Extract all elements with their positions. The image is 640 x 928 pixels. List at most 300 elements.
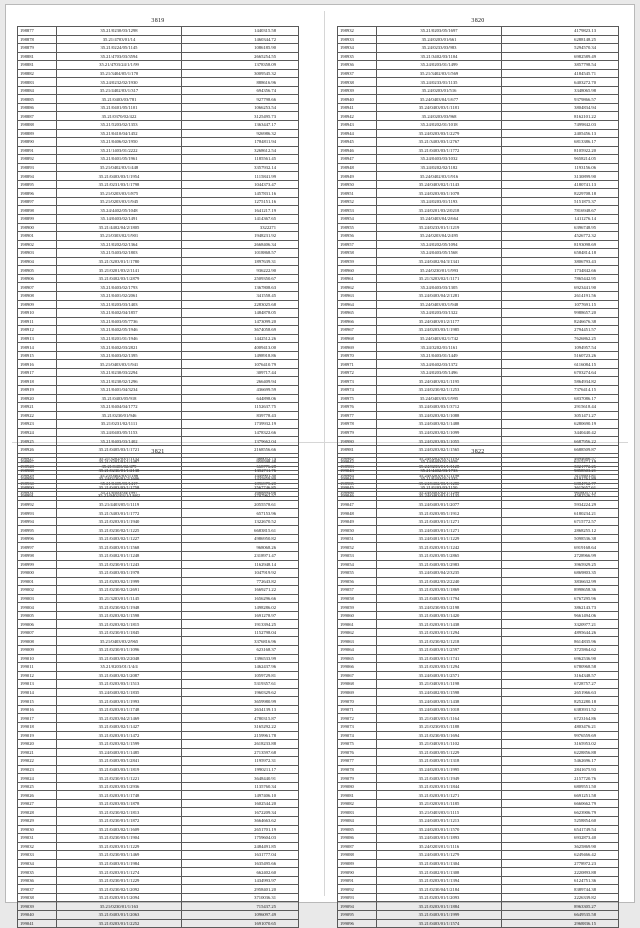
row-id-cell: 199035 (18, 868, 57, 877)
reference-code-cell: 35.21/0231/03/1/1798 (57, 180, 182, 189)
row-id-cell: 199029 (18, 816, 57, 825)
amount-cell: 2778972.23 (502, 859, 619, 868)
amount-cell: 6923441.90 (502, 283, 619, 292)
row-id-cell: 198889 (18, 129, 57, 138)
table-panel-3 (17, 448, 299, 928)
reference-code-cell: 35.21/0402/03/2/2240 (377, 577, 502, 586)
table-row (18, 816, 299, 825)
reference-code-cell: 35.21/0230/03/1298 (57, 27, 182, 36)
table-row (338, 232, 619, 241)
amount-cell: 1322670.52 (182, 517, 299, 526)
amount-cell: 6703274.64 (502, 368, 619, 377)
amount-cell: 3051471.27 (502, 411, 619, 420)
table-row (338, 385, 619, 394)
reference-code-cell: 35.21/0203/05/1/2865 (377, 552, 502, 561)
table-row (338, 628, 619, 637)
reference-code-cell: 35.21/0402/04/1857 (57, 309, 182, 318)
reference-code-cell: 35.24/0403/03/1/995 (377, 394, 502, 403)
row-id-cell: 198922 (18, 411, 57, 420)
table-row (18, 274, 299, 283)
amount-cell: 2405456.13 (502, 129, 619, 138)
reference-code-cell: 35.21/0403/03/1402 (57, 437, 182, 446)
amount-cell: 3125495.73 (182, 112, 299, 121)
amount-cell: 644898.06 (182, 394, 299, 403)
reference-code-cell: 35.21/0403/03/781 (57, 95, 182, 104)
reference-code-cell: 35.21/0402/03/1/448 (57, 163, 182, 172)
reference-code-cell: 35.24/0203/02/1/1088 (377, 411, 502, 420)
amount-cell: 2055578.61 (182, 500, 299, 509)
table-panel-2 (337, 17, 619, 497)
amount-cell: 3965929.25 (502, 560, 619, 569)
table-row (338, 671, 619, 680)
row-id-cell: 199088 (338, 851, 377, 860)
amount-cell: 2665254.55 (182, 52, 299, 61)
row-id-cell: 199030 (18, 825, 57, 834)
reference-code-cell: 35.21/0203/01/1/1185 (377, 799, 502, 808)
amount-cell: 5151875.37 (502, 197, 619, 206)
table-row (18, 368, 299, 377)
table-row (18, 637, 299, 646)
amount-cell: 3806793.43 (502, 257, 619, 266)
amount-cell: 2794451.57 (502, 326, 619, 335)
row-id-cell: 199009 (18, 646, 57, 655)
amount-cell: 4780315.87 (182, 714, 299, 723)
panel-title: 3821 (151, 449, 165, 455)
row-id-cell: 199018 (18, 722, 57, 731)
amount-cell: 9658214.05 (502, 155, 619, 164)
row-id-cell: 198956 (338, 232, 377, 241)
reference-code-cell: 35.21/0402/03/2821 (57, 343, 182, 352)
amount-cell: 6962536.90 (502, 654, 619, 663)
amount-cell: 8963305.27 (502, 902, 619, 911)
row-id-cell: 199090 (338, 868, 377, 877)
table-row (18, 95, 299, 104)
data-table (337, 457, 619, 928)
amount-cell: 1367808.63 (182, 283, 299, 292)
row-id-cell: 199084 (338, 816, 377, 825)
table-row (18, 385, 299, 394)
amount-cell: 6691251.58 (502, 791, 619, 800)
row-id-cell: 198893 (18, 163, 57, 172)
reference-code-cell: 35.21/0203/04/2/1469 (57, 714, 182, 723)
row-id-cell: 198988 (18, 466, 57, 475)
row-id-cell: 198915 (18, 351, 57, 360)
amount-cell: 1759604.03 (182, 834, 299, 843)
table-row (18, 206, 299, 215)
amount-cell: 959598.48 (182, 458, 299, 467)
table-row (338, 206, 619, 215)
row-id-cell: 198927 (18, 454, 57, 463)
reference-code-cell: 35.21/0403/01/1/1102 (377, 740, 502, 749)
reference-code-cell: 35.24/0203/01/516 (377, 86, 502, 95)
table-row (338, 334, 619, 343)
row-id-cell: 199061 (338, 620, 377, 629)
amount-cell: 466052.74 (182, 454, 299, 463)
reference-code-cell: 35.24/0203/03/1/1078 (377, 189, 502, 198)
table-row (338, 403, 619, 412)
reference-code-cell: 35.21/5203/02/1353 (57, 121, 182, 130)
table-row (338, 197, 619, 206)
table-row (18, 500, 299, 509)
reference-code-cell: 35.24/0403/03/1/948 (377, 300, 502, 309)
amount-cell: 266409.94 (182, 377, 299, 386)
table-row (18, 326, 299, 335)
amount-cell: 2841675.93 (502, 765, 619, 774)
table-row (338, 377, 619, 386)
row-id-cell: 198941 (338, 103, 377, 112)
row-id-cell: 198913 (18, 334, 57, 343)
reference-code-cell: 35.21/0203/01/1/2252 (57, 919, 182, 928)
reference-code-cell: 35.21/0401/02/2061 (57, 291, 182, 300)
table-row (338, 509, 619, 518)
amount-cell: 1669271.22 (182, 586, 299, 595)
row-id-cell: 198971 (338, 360, 377, 369)
table-row (18, 594, 299, 603)
reference-code-cell: 35.21/0203/01/1/2094 (57, 893, 182, 902)
reference-code-cell: 35.21/0403/01/1/1304 (377, 859, 502, 868)
reference-code-cell: 35.21/0230/02/1/2092 (57, 885, 182, 894)
row-id-cell: 198963 (338, 291, 377, 300)
amount-cell: 1077691.15 (502, 300, 619, 309)
reference-code-cell: 35.21/0202/02/1364 (57, 240, 182, 249)
table-row (338, 620, 619, 629)
reference-code-cell: 35.21/4402/03/1/317 (57, 86, 182, 95)
row-id-cell: 198929 (18, 471, 57, 480)
table-row (18, 146, 299, 155)
table-row (18, 851, 299, 860)
reference-code-cell: 35.21/0403/03/2/2048 (57, 654, 182, 663)
table-row (338, 360, 619, 369)
reference-code-cell: 35.21/0203/05/1697 (377, 27, 502, 36)
table-row (338, 680, 619, 689)
amount-cell: 2226339.82 (502, 893, 619, 902)
amount-cell: 6687956.22 (502, 437, 619, 446)
reference-code-cell: 35.24/0403/05/1568 (377, 249, 502, 258)
table-row (338, 69, 619, 78)
reference-code-cell: 35.21/0403/02/1/1609 (57, 825, 182, 834)
reference-code-cell: 35.24/0403/01/1/1279 (377, 851, 502, 860)
row-id-cell: 198888 (18, 121, 57, 130)
table-row (338, 309, 619, 318)
reference-code-cell: 35.21/0403/03/1/1164 (377, 714, 502, 723)
amount-cell: 2567746.85 (182, 483, 299, 492)
table-row (18, 428, 299, 437)
reference-code-cell: 35.21/0203/01/1/1274 (57, 868, 182, 877)
reference-code-cell: 35.21/0203/01/1/1844 (377, 782, 502, 791)
reference-code-cell: 35.24/0402/03/1/916 (377, 172, 502, 181)
table-row (18, 86, 299, 95)
amount-cell: 9988657.20 (502, 309, 619, 318)
reference-code-cell: 35.21/0403/03/1/1819 (57, 765, 182, 774)
reference-code-cell: 35.24/0403/04/2/1281 (377, 291, 502, 300)
reference-code-cell: 35.21/0203/03/1/2936 (57, 782, 182, 791)
row-id-cell: 198909 (18, 300, 57, 309)
reference-code-cell: 35.21/3402/03/1/569 (377, 69, 502, 78)
reference-code-cell: 35.21/0203/01/1/1242 (377, 543, 502, 552)
table-row (18, 782, 299, 791)
reference-code-cell: 35.24/0401/01/1/1229 (377, 534, 502, 543)
table-row (338, 420, 619, 429)
table-row (338, 351, 619, 360)
amount-cell: 3659980.99 (182, 697, 299, 706)
row-id-cell: 199019 (18, 731, 57, 740)
reference-code-cell: 35.21/0203/01/1/1472 (57, 731, 182, 740)
amount-cell: 2868255.12 (502, 526, 619, 535)
row-id-cell: 198911 (18, 317, 57, 326)
table-row (18, 774, 299, 783)
amount-cell: 1396533.99 (182, 654, 299, 663)
row-id-cell: 198952 (338, 197, 377, 206)
amount-cell: 5934224.29 (502, 500, 619, 509)
table-row (18, 129, 299, 138)
reference-code-cell: 35.21/0403/01/1/1993 (57, 697, 182, 706)
table-row (338, 722, 619, 731)
table-row (18, 534, 299, 543)
row-id-cell: 198993 (18, 509, 57, 518)
reference-code-cell: 35.21/0201/03/2/1141 (57, 266, 182, 275)
row-id-cell: 199065 (338, 654, 377, 663)
amount-cell: 3710036.31 (182, 893, 299, 902)
amount-cell: 7499842.03 (502, 121, 619, 130)
reference-code-cell: 35.21/0203/03/1/1878 (57, 799, 182, 808)
table-row (18, 437, 299, 446)
table-row (18, 215, 299, 224)
row-id-cell: 199048 (338, 509, 377, 518)
table-row (338, 249, 619, 258)
amount-cell: 9656057.13 (502, 488, 619, 497)
row-id-cell: 198977 (338, 411, 377, 420)
table-row (18, 552, 299, 561)
reference-code-cell: 35.24/0403/01/1/2571 (377, 671, 502, 680)
panel-title: 3820 (471, 18, 485, 24)
amount-cell: 715437.25 (182, 902, 299, 911)
reference-code-cell: 35.24/0232/02/1930 (57, 78, 182, 87)
row-id-cell: 198882 (18, 69, 57, 78)
amount-cell: 1896975.20 (182, 479, 299, 488)
table-row (338, 893, 619, 902)
row-id-cell: 198991 (18, 492, 57, 501)
table-row (18, 360, 299, 369)
reference-code-cell: 35.21/0203/03/1/875 (57, 189, 182, 198)
row-id-cell: 199037 (18, 885, 57, 894)
row-id-cell: 199049 (338, 517, 377, 526)
table-row (18, 825, 299, 834)
row-id-cell: 198965 (338, 309, 377, 318)
amount-cell: 3862143.73 (502, 603, 619, 612)
row-id-cell: 199015 (18, 697, 57, 706)
row-id-cell: 198998 (18, 552, 57, 561)
row-id-cell: 198975 (338, 394, 377, 403)
row-id-cell: 198899 (18, 215, 57, 224)
row-id-cell: 198969 (338, 343, 377, 352)
row-id-cell: 198967 (338, 326, 377, 335)
reference-code-cell: 35.24/0233/01/1135 (377, 78, 502, 87)
amount-cell: 668776.28 (182, 462, 299, 471)
reference-code-cell: 35.21/4703/01/14 (57, 35, 182, 44)
amount-cell: 2728966.99 (502, 552, 619, 561)
amount-cell: 3119401.81 (502, 471, 619, 480)
row-id-cell: 198937 (338, 69, 377, 78)
amount-cell: 8162101.22 (502, 112, 619, 121)
amount-cell: 1185561.45 (182, 155, 299, 164)
amount-cell: 8614835.96 (502, 637, 619, 646)
row-id-cell: 198961 (338, 274, 377, 283)
row-id-cell: 199089 (338, 859, 377, 868)
reference-code-cell: 35.21/0203/01/1335 (377, 475, 502, 484)
row-id-cell: 198897 (18, 197, 57, 206)
row-id-cell: 199093 (338, 893, 377, 902)
row-id-cell: 199094 (338, 902, 377, 911)
table-row (338, 697, 619, 706)
table-row (18, 232, 299, 241)
amount-cell: 2159961.78 (182, 731, 299, 740)
row-id-cell: 198923 (18, 420, 57, 429)
reference-code-cell: 35.24/0403/02/1/1488 (377, 420, 502, 429)
amount-cell: 6249466.42 (502, 851, 619, 860)
row-id-cell: 198947 (338, 155, 377, 164)
amount-cell: 1460344.72 (182, 35, 299, 44)
reference-code-cell: 35.21/0230/01/1/1845 (57, 628, 182, 637)
amount-cell: 6649535.58 (502, 910, 619, 919)
row-id-cell: 199002 (18, 586, 57, 595)
row-id-cell: 198984 (338, 471, 377, 480)
amount-cell: 657153.96 (182, 509, 299, 518)
reference-code-cell: 35.21/0203/02/1/1815 (57, 620, 182, 629)
amount-cell: 9661494.06 (502, 611, 619, 620)
amount-cell: 1990211.17 (182, 765, 299, 774)
row-id-cell: 199004 (18, 603, 57, 612)
amount-cell: 1152637.75 (182, 403, 299, 412)
table-row (18, 492, 299, 501)
amount-cell: 1434993.97 (182, 876, 299, 885)
reference-code-cell: 35.24/0203/01/1/1198 (377, 471, 502, 480)
table-row (18, 343, 299, 352)
reference-code-cell: 35.21/0401/05/1101 (57, 103, 182, 112)
table-row (18, 757, 299, 766)
reference-code-cell: 35.21/3203/01/1/1780 (57, 257, 182, 266)
table-row (338, 475, 619, 484)
row-id-cell: 199092 (338, 885, 377, 894)
reference-code-cell: 35.24/0203/02/1/1099 (377, 428, 502, 437)
reference-code-cell: 35.21/0406/02/1950 (57, 138, 182, 147)
reference-code-cell: 35.21/0403/03/1/1954 (57, 172, 182, 181)
amount-cell: 2484491.85 (182, 842, 299, 851)
amount-cell: 4803476.21 (502, 722, 619, 731)
table-row (338, 458, 619, 467)
table-row (338, 300, 619, 309)
row-id-cell: 198949 (338, 172, 377, 181)
amount-cell: 1462437.96 (182, 663, 299, 672)
table-row (338, 868, 619, 877)
row-id-cell: 198917 (18, 368, 57, 377)
reference-code-cell: 35.24/0402/03/1/1598 (377, 688, 502, 697)
table-row (338, 765, 619, 774)
table-row (338, 552, 619, 561)
row-id-cell: 198953 (338, 206, 377, 215)
reference-code-cell: 35.21/0402/01/1/1248 (57, 552, 182, 561)
amount-cell: 3625869.90 (502, 842, 619, 851)
reference-code-cell: 35.21/0403/01/1/1318 (377, 757, 502, 766)
table-row (18, 902, 299, 911)
reference-code-cell: 35.24/0233/03/983 (377, 44, 502, 53)
row-id-cell: 198970 (338, 351, 377, 360)
row-id-cell: 198981 (338, 445, 377, 454)
reference-code-cell: 35.21/0203/01/1/1394 (377, 876, 502, 885)
table-row (338, 517, 619, 526)
table-row (18, 714, 299, 723)
table-row (338, 851, 619, 860)
table-row (18, 663, 299, 672)
reference-code-cell: 35.21/0403/01/1/2063 (57, 910, 182, 919)
row-id-cell: 199056 (338, 577, 377, 586)
reference-code-cell: 35.21/0403/03/1/1772 (377, 146, 502, 155)
table-row (18, 620, 299, 629)
row-id-cell: 198978 (338, 420, 377, 429)
reference-code-cell: 35.21/0403/02/1/1227 (57, 534, 182, 543)
table-row (18, 257, 299, 266)
reference-code-cell: 35.21/0403/05/7736 (57, 317, 182, 326)
amount-cell: 7376414.15 (502, 385, 619, 394)
reference-code-cell: 35.21/0203/01/1/1940 (57, 517, 182, 526)
table-row (338, 688, 619, 697)
amount-cell: 8252280.18 (502, 697, 619, 706)
reference-code-cell: 35.24/0403/04/1/677 (377, 95, 502, 104)
row-id-cell: 199082 (338, 799, 377, 808)
amount-cell: 2958401.20 (182, 885, 299, 894)
reference-code-cell: 35.21/0303/02/1/901 (57, 232, 182, 241)
table-row (18, 654, 299, 663)
reference-code-cell: 35.24/0403/05/1153 (57, 428, 182, 437)
table-row (18, 791, 299, 800)
table-row (18, 189, 299, 198)
amount-cell: 4526772.32 (502, 232, 619, 241)
reference-code-cell: 35.21/0230/01/1/1096 (57, 646, 182, 655)
amount-cell: 6688509.87 (502, 445, 619, 454)
reference-code-cell: 35.21/3202/03/1/1132 (57, 454, 182, 463)
amount-cell: 3836632.99 (502, 577, 619, 586)
reference-code-cell: 35.21/0403/02/1/1427 (57, 722, 182, 731)
amount-cell: 6383931.52 (502, 705, 619, 714)
table-row (18, 411, 299, 420)
column-divider (324, 11, 325, 896)
table-row (18, 197, 299, 206)
amount-cell: 6809551.50 (502, 782, 619, 791)
reference-code-cell: 35.21/0230/02/1296 (57, 377, 182, 386)
row-id-cell: 198920 (18, 394, 57, 403)
amount-cell: 3130899.90 (502, 172, 619, 181)
row-id-cell: 198932 (338, 27, 377, 36)
amount-cell: 6683815.61 (182, 526, 299, 535)
amount-cell: 926986.32 (182, 129, 299, 138)
reference-code-cell: 35.24/0203/01/1/1116 (377, 842, 502, 851)
amount-cell: 6396748.95 (502, 223, 619, 232)
reference-code-cell: 35.21/3203/02/1/1171 (377, 274, 502, 283)
reference-code-cell: 35.21/0403/05/1/1229 (377, 748, 502, 757)
reference-code-cell: 35.21/0402/05/1946 (57, 326, 182, 335)
amount-cell: 1411276.14 (502, 215, 619, 224)
reference-code-cell: 35.21/0230/03/1/1694 (377, 731, 502, 740)
table-row (338, 654, 619, 663)
row-id-cell: 199076 (338, 748, 377, 757)
table-row (18, 885, 299, 894)
row-id-cell: 198900 (18, 223, 57, 232)
row-id-cell: 198942 (338, 112, 377, 121)
table-row (338, 146, 619, 155)
amount-cell: 1668894.66 (182, 488, 299, 497)
amount-cell: 1473099.20 (182, 317, 299, 326)
reference-code-cell: 35.24/0230/01/1/993 (377, 266, 502, 275)
row-id-cell: 199006 (18, 620, 57, 629)
